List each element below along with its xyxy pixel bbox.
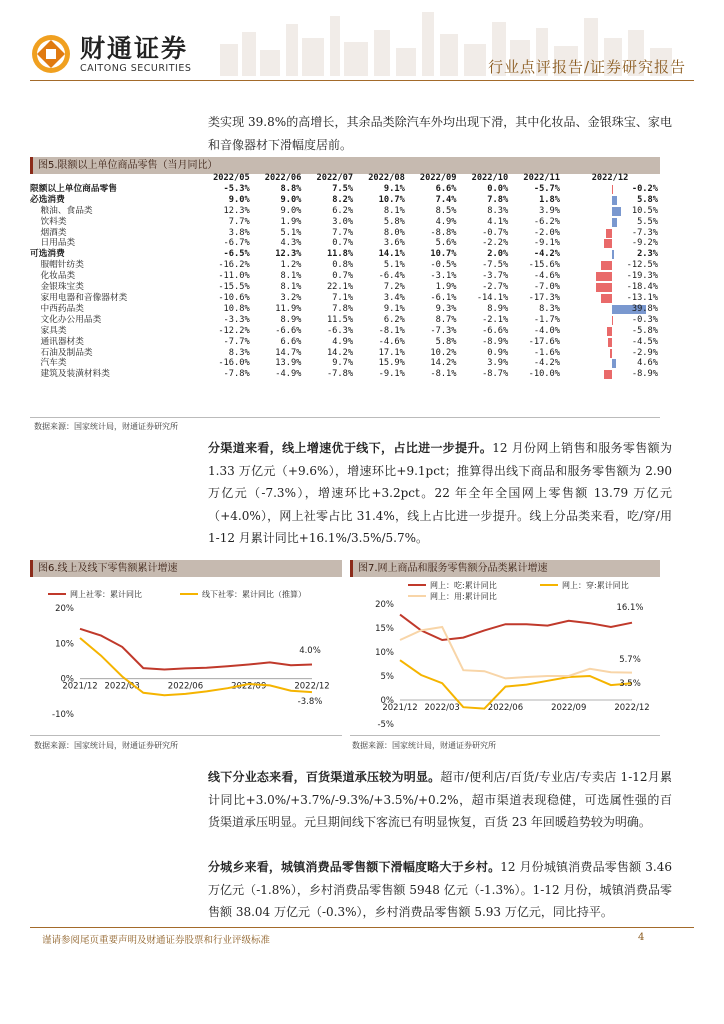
data-label: 16.1% [616, 603, 644, 613]
row-label: 服帽针纺类 [30, 260, 84, 271]
cell-value: 9.0% [228, 194, 250, 205]
legend-label: 网上：用:累计同比 [430, 592, 497, 601]
fig5-title-bar [30, 157, 660, 174]
dec-value: -18.4% [626, 282, 658, 293]
cell-value: 11.9% [275, 303, 302, 314]
table-row [30, 282, 660, 293]
fig6-chart [30, 580, 344, 732]
dec-value: 10.5% [631, 205, 658, 216]
channel-paragraph-lead: 分渠道来看，线上增速优于线下，占比进一步提升。 [208, 441, 493, 455]
cell-value: 5.6% [435, 238, 457, 249]
cell-value: -6.4% [378, 271, 405, 282]
cell-value: -7.5% [482, 260, 509, 271]
cell-value: 5.1% [280, 227, 302, 238]
dec-value-bar-cell [564, 337, 660, 348]
data-label: 3.5% [619, 679, 641, 689]
cell-value: 1.8% [539, 194, 560, 205]
cell-value: 4.3% [280, 238, 302, 249]
x-tick-label: 2022/12 [614, 703, 650, 713]
cell-value: 3.6% [383, 238, 405, 249]
cell-value: -8.1% [430, 369, 457, 380]
brand-name-cn: 财通证券 [80, 33, 189, 63]
cell-value: 7.8% [487, 194, 509, 205]
dec-value: 2.3% [637, 249, 658, 260]
cell-value: 14.1% [378, 249, 405, 260]
dec-value-bar-cell [564, 358, 660, 369]
urban-rural-paragraph-lead: 分城乡来看，城镇消费品零售额下滑幅度略大于乡村。 [208, 860, 501, 874]
dec-value-bar [612, 359, 616, 368]
y-tick-label: 10% [375, 648, 394, 658]
cell-value: -2.2% [482, 238, 509, 249]
dec-value-bar [607, 327, 612, 336]
y-tick-label: 15% [375, 624, 394, 634]
row-label: 粮油、食品类 [30, 205, 93, 216]
table-row [30, 293, 660, 304]
row-label: 限额以上单位商品零售 [30, 183, 117, 194]
cell-value: 7.7% [228, 216, 250, 227]
x-tick-label: 2022/06 [487, 703, 524, 713]
cell-value: 4.9% [435, 216, 457, 227]
dec-value: -0.3% [631, 314, 658, 325]
row-label: 化妆品类 [30, 271, 76, 282]
cell-value: 1.9% [435, 282, 457, 293]
dec-value-bar [604, 239, 612, 248]
dec-value-bar [596, 272, 612, 281]
dec-value: 4.6% [637, 358, 658, 369]
footer-disclaimer: 谨请参阅尾页重要声明及财通证券股票和行业评级标准 [42, 935, 271, 946]
dec-value: -5.8% [631, 325, 658, 336]
page-header [0, 0, 724, 82]
dec-value-bar-cell [564, 228, 660, 239]
cell-value: 5.8% [435, 336, 457, 347]
cell-value: 9.7% [332, 358, 354, 369]
x-tick-label: 2021/12 [382, 703, 418, 713]
cell-value: 8.3% [487, 205, 509, 216]
cell-value: 8.8% [280, 183, 302, 194]
fig6-bottom-divider [30, 735, 342, 736]
dec-value-bar [610, 349, 612, 358]
report-type: 行业点评报告/证券研究报告 [487, 58, 686, 76]
cell-value: 8.9% [280, 314, 302, 325]
row-label: 家具类 [30, 325, 67, 336]
fig5-source: 数据来源：国家统计局，财通证券研究所 [34, 422, 178, 431]
cell-value: 12.3% [223, 205, 250, 216]
cell-value: -1.7% [533, 314, 560, 325]
cell-value: -15.5% [218, 282, 250, 293]
cell-value: -7.7% [223, 336, 250, 347]
cell-value: 2.0% [487, 249, 509, 260]
cell-value: 9.3% [435, 303, 457, 314]
fig7-title-bar [350, 560, 660, 577]
cell-value: 8.2% [332, 194, 354, 205]
x-tick-label: 2022/09 [231, 681, 267, 692]
y-tick-label: 10% [55, 639, 74, 650]
cell-value: 0.8% [332, 260, 354, 271]
month-header: 2022/12 [591, 173, 629, 183]
cell-value: 4.9% [332, 336, 354, 347]
cell-value: -4.0% [533, 325, 560, 336]
x-tick-label: 2022/03 [424, 703, 460, 713]
cell-value: -8.8% [430, 227, 457, 238]
cell-value: -5.7% [533, 183, 560, 194]
cell-value: 3.2% [280, 292, 302, 303]
dec-value-bar-cell [564, 271, 660, 282]
dec-value-bar-cell [564, 282, 660, 293]
cell-value: 7.8% [332, 303, 354, 314]
legend-label: 网上社零：累计同比 [70, 590, 142, 599]
dec-value-bar-cell [564, 249, 660, 260]
cell-value: -6.6% [275, 325, 302, 336]
dec-value: -8.9% [631, 369, 658, 380]
intro-paragraph: 类实现 39.8%的高增长，其余品类除汽车外均出现下滑，其中化妆品、金银珠宝、家电和音像器材下滑幅度居前。 [208, 115, 672, 152]
series-line [80, 629, 312, 670]
dec-value: -7.3% [631, 227, 658, 238]
month-header: 2022/09 [419, 173, 457, 183]
urban-rural-paragraph-body: 12 月份城镇消费品零售额 3.46 万亿元（-1.8%），乡村消费品零售额 5948 亿元（-1.3%）。1-12 月份，城镇消费品零售额 38.04 万亿元（-0.3%），乡村消费品零售额 5.93 万亿元，同比持平。 [208, 860, 672, 919]
table-row [30, 206, 660, 217]
cell-value: 8.1% [280, 282, 302, 293]
cell-value: 8.7% [435, 314, 457, 325]
cell-value: 7.1% [332, 292, 354, 303]
table-row [30, 195, 660, 206]
cell-value: -6.6% [482, 325, 509, 336]
cell-value: -4.2% [533, 249, 560, 260]
cell-value: -6.3% [326, 325, 354, 336]
cell-value: -11.0% [218, 271, 250, 282]
fig6-title-bar [30, 560, 342, 577]
fig6-title: 图6.线上及线下零售额累计增速 [38, 563, 178, 574]
cell-value: -15.6% [528, 260, 560, 271]
cell-value: -17.6% [528, 336, 560, 347]
row-label: 石油及制品类 [30, 347, 93, 358]
cell-value: 10.2% [430, 347, 457, 358]
month-header: 2022/05 [213, 173, 250, 183]
cell-value: 3.0% [332, 216, 354, 227]
row-label: 建筑及装潢材料类 [30, 369, 110, 380]
dec-value-bar-cell [564, 260, 660, 271]
table-row [30, 271, 660, 282]
cell-value: 12.3% [275, 249, 302, 260]
cell-value: 7.7% [332, 227, 354, 238]
row-label: 必选消费 [30, 194, 65, 205]
cell-value: -4.6% [533, 271, 560, 282]
row-label: 饮料类 [30, 216, 67, 227]
dec-value-bar [596, 283, 612, 292]
dec-value: 39.8% [631, 303, 658, 314]
dec-value-bar-cell [564, 195, 660, 206]
format-paragraph-lead: 线下分业态来看，百货渠道承压较为明显。 [208, 770, 441, 784]
y-tick-label: 0% [380, 696, 394, 706]
cell-value: 0.7% [332, 238, 354, 249]
brand-logo [30, 33, 191, 75]
cell-value: 15.9% [378, 358, 405, 369]
y-tick-label: -10% [52, 710, 74, 720]
cell-value: 6.2% [332, 205, 354, 216]
dec-value: -13.1% [626, 292, 658, 303]
dec-value: -12.5% [626, 260, 658, 271]
cell-value: -2.0% [533, 227, 560, 238]
x-tick-label: 2022/09 [551, 703, 587, 713]
table-row [30, 337, 660, 348]
brand-name-en: CAITONG SECURITIES [80, 62, 192, 74]
x-tick-label: 2022/06 [167, 681, 204, 692]
dec-value-bar-cell [564, 184, 660, 195]
cell-value: 0.0% [487, 183, 509, 194]
x-tick-label: 2022/12 [294, 681, 330, 692]
cell-value: -10.6% [218, 292, 250, 303]
cell-value: 8.3% [228, 347, 250, 358]
cell-value: -1.6% [533, 347, 560, 358]
x-tick-label: 2022/03 [104, 681, 140, 692]
cell-value: 3.9% [539, 205, 560, 216]
dec-value-bar-cell [564, 238, 660, 249]
table-row [30, 217, 660, 228]
row-label: 通讯器材类 [30, 336, 84, 347]
dec-value-bar [606, 229, 612, 238]
dec-value: -4.5% [631, 336, 658, 347]
data-label: -3.8% [297, 697, 323, 707]
fig7-title: 图7.网上商品和服务零售额分品类累计增速 [358, 563, 548, 574]
cell-value: -6.7% [223, 238, 250, 249]
dec-value-bar-cell [564, 315, 660, 326]
dec-value: -19.3% [626, 271, 658, 282]
cell-value: -17.3% [528, 292, 560, 303]
cell-value: -2.1% [482, 314, 509, 325]
row-label: 文化办公用品类 [30, 314, 102, 325]
dec-value-bar [612, 250, 614, 259]
channel-paragraph [208, 437, 672, 550]
legend-label: 网上：穿:累计同比 [562, 581, 629, 590]
dec-value-bar-cell [564, 217, 660, 228]
fig6-source: 数据来源：国家统计局，财通证券研究所 [34, 741, 178, 750]
format-paragraph-body: 超市/便利店/百货/专业店/专卖店 1-12月累计同比+3.0%/+3.7%/-9.3%/+3.5%/+0.2%，超市渠道表现稳健，可选属性强的百货渠道承压明显。元旦期间线下客流已有明显恢复，百货 23 年回暖趋势较为明确。 [208, 770, 672, 829]
cell-value: 8.1% [280, 271, 302, 282]
dec-value: 5.5% [637, 216, 658, 227]
y-tick-label: -5% [377, 720, 394, 730]
table-row [30, 358, 660, 369]
fig7-bottom-divider [350, 735, 660, 736]
table-row [30, 369, 660, 380]
fig7-source: 数据来源：国家统计局，财通证券研究所 [352, 741, 496, 750]
cell-value: 7.2% [383, 282, 405, 293]
format-paragraph [208, 766, 672, 834]
cell-value: -7.8% [223, 369, 250, 380]
cell-value: -2.7% [482, 282, 509, 293]
table-header-row [30, 173, 660, 184]
row-label: 日用品类 [30, 238, 76, 249]
dec-value: -9.2% [631, 238, 658, 249]
fig5-title: 图5.限额以上单位商品零售（当月同比） [38, 160, 218, 171]
y-tick-label: 5% [380, 672, 394, 682]
cell-value: -9.1% [533, 238, 560, 249]
cell-value: -6.5% [223, 249, 250, 260]
cell-value: 11.8% [326, 249, 354, 260]
series-line [400, 627, 632, 678]
cell-value: -5.3% [223, 183, 250, 194]
cell-value: 0.9% [487, 347, 509, 358]
cell-value: -16.0% [218, 358, 250, 369]
cell-value: -14.1% [476, 292, 509, 303]
urban-rural-paragraph [208, 856, 672, 924]
cell-value: -4.2% [533, 358, 560, 369]
cell-value: -3.7% [482, 271, 509, 282]
cell-value: 1.2% [280, 260, 302, 271]
cell-value: -7.0% [533, 282, 560, 293]
header-divider [30, 80, 694, 81]
cell-value: 5.8% [383, 216, 405, 227]
cell-value: 3.9% [487, 358, 509, 369]
legend-label: 网上：吃:累计同比 [430, 581, 497, 590]
cell-value: 1.9% [280, 216, 302, 227]
cell-value: -4.9% [275, 369, 302, 380]
cell-value: 9.1% [383, 303, 405, 314]
dec-value-bar [612, 207, 621, 216]
cell-value: 8.0% [383, 227, 405, 238]
cell-value: -16.2% [218, 260, 250, 271]
cell-value: 9.0% [280, 205, 302, 216]
dec-value-bar-cell [564, 304, 660, 315]
month-header: 2022/07 [316, 173, 354, 183]
page-number: 4 [638, 932, 645, 943]
legend-label: 线下社零：累计同比（推算） [202, 590, 306, 599]
cell-value: 8.3% [539, 303, 560, 314]
table-row [30, 326, 660, 337]
dec-value-bar [604, 370, 612, 379]
cell-value: 3.4% [383, 292, 405, 303]
cell-value: 6.2% [383, 314, 405, 325]
cell-value: 22.1% [326, 282, 354, 293]
cell-value: 0.7% [332, 271, 354, 282]
cell-value: 8.1% [383, 205, 405, 216]
cell-value: -0.5% [430, 260, 457, 271]
table-row [30, 260, 660, 271]
cell-value: -7.3% [430, 325, 457, 336]
row-label: 中西药品类 [30, 303, 84, 314]
row-label: 家用电器和音像器材类 [30, 292, 128, 303]
cell-value: 6.6% [280, 336, 302, 347]
retail-yoy-table [30, 173, 660, 380]
table-row [30, 315, 660, 326]
dec-value: -2.9% [631, 347, 658, 358]
dec-value-bar-cell [564, 206, 660, 217]
cell-value: 17.1% [378, 347, 405, 358]
cell-value: -0.7% [482, 227, 509, 238]
cell-value: -7.8% [326, 369, 354, 380]
cell-value: 8.5% [435, 205, 457, 216]
fig7-chart [350, 578, 662, 732]
dec-value-bar [601, 261, 612, 270]
cell-value: -3.3% [223, 314, 250, 325]
y-tick-label: 20% [55, 604, 74, 614]
dec-value: 5.8% [637, 194, 658, 205]
cell-value: 7.4% [435, 194, 457, 205]
row-label: 烟酒类 [30, 227, 67, 238]
cell-value: -8.7% [482, 369, 509, 380]
cell-value: 10.7% [430, 249, 457, 260]
row-label: 金银珠宝类 [30, 282, 84, 293]
channel-paragraph-body: 12 月份网上销售和服务零售额为 1.33 万亿元（+9.6%），增速环比+9.1pct；推算得出线下商品和服务零售额为 2.90 万亿元（-7.3%），增速环比+3.2pct。22 年全年全国网上零售额 13.79 万亿元（+4.0%），网上社零占比 31.4%，线上占比进一步提升。线上分品类来看，吃/穿/用 1-12 月累计同比+16.1%/3.5%/5.7%。 [208, 441, 672, 545]
dec-value: -0.2% [631, 183, 658, 194]
cell-value: 13.9% [275, 358, 302, 369]
cell-value: 3.8% [228, 227, 250, 238]
x-tick-label: 2021/12 [62, 681, 98, 692]
dec-value-bar [601, 294, 612, 303]
cell-value: 14.2% [326, 347, 354, 358]
cell-value: -8.1% [378, 325, 405, 336]
dec-value-bar-cell [564, 369, 660, 380]
caitong-logo-icon [30, 33, 72, 75]
y-tick-label: 0% [60, 674, 74, 685]
cell-value: -4.6% [378, 336, 405, 347]
cell-value: 7.5% [332, 183, 354, 194]
table-row [30, 228, 660, 239]
cell-value: 11.5% [326, 314, 354, 325]
cell-value: 9.0% [280, 194, 302, 205]
data-label: 4.0% [299, 646, 321, 656]
table-row [30, 348, 660, 359]
cell-value: 10.7% [378, 194, 405, 205]
dec-value-bar [612, 218, 617, 227]
series-line [400, 660, 632, 708]
table-row [30, 304, 660, 315]
cell-value: -10.0% [528, 369, 560, 380]
dec-value-bar-cell [564, 326, 660, 337]
fig5-bottom-divider [30, 417, 660, 418]
table-row [30, 249, 660, 260]
cell-value: -9.1% [378, 369, 405, 380]
month-header: 2022/06 [264, 173, 302, 183]
dec-value-bar-cell [564, 348, 660, 359]
table-row [30, 238, 660, 249]
table-row [30, 184, 660, 195]
cell-value: 8.9% [487, 303, 509, 314]
cell-value: -6.2% [533, 216, 560, 227]
dec-value-bar [612, 196, 617, 205]
footer-divider [30, 927, 694, 928]
month-header: 2022/10 [471, 173, 509, 183]
month-header: 2022/11 [523, 173, 560, 183]
cell-value: -3.1% [430, 271, 457, 282]
y-tick-label: 20% [375, 600, 394, 610]
cell-value: 9.1% [383, 183, 405, 194]
dec-value-bar-cell [564, 293, 660, 304]
cell-value: -6.1% [430, 292, 457, 303]
row-label: 汽车类 [30, 358, 67, 369]
data-label: 5.7% [619, 655, 641, 665]
cell-value: 4.1% [487, 216, 509, 227]
cell-value: 5.1% [383, 260, 405, 271]
cell-value: 6.6% [435, 183, 457, 194]
dec-value-bar [608, 338, 612, 347]
row-label: 可选消费 [30, 249, 65, 260]
cell-value: -8.9% [482, 336, 509, 347]
cell-value: 14.2% [430, 358, 457, 369]
cell-value: 14.7% [275, 347, 302, 358]
cell-value: -12.2% [218, 325, 250, 336]
cell-value: 10.8% [223, 303, 250, 314]
month-header: 2022/08 [368, 173, 405, 183]
